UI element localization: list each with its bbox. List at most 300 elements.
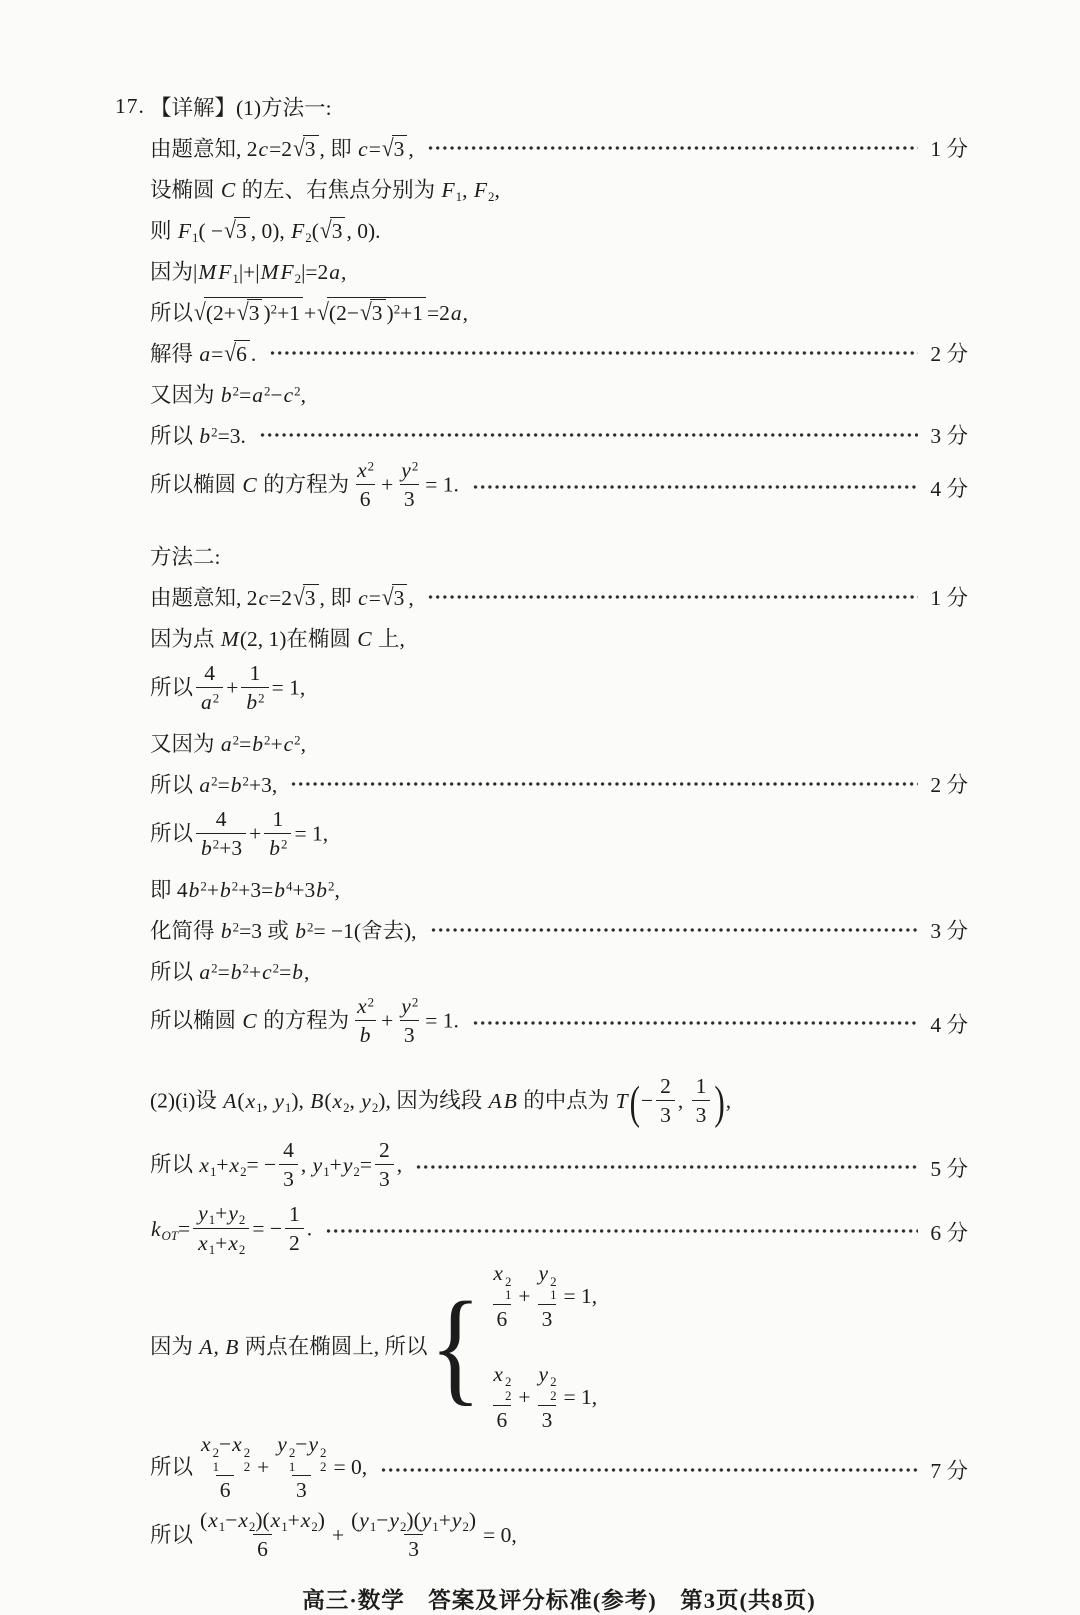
- superscript: 2: [263, 733, 271, 748]
- solution-line: [150, 127, 968, 168]
- superscript: 2: [242, 774, 249, 789]
- math-text: +: [226, 675, 239, 700]
- math-text: +: [518, 1284, 531, 1309]
- math-text: .: [306, 1216, 313, 1241]
- fraction-denominator: [493, 1304, 512, 1332]
- fraction-denominator: [656, 1100, 675, 1128]
- math-var: [198, 960, 217, 985]
- math-var-base: b: [252, 732, 263, 756]
- math-text: 所以椭圆: [150, 472, 242, 497]
- solution-line: [150, 658, 968, 722]
- math-text: +3: [292, 878, 316, 902]
- superscript: 2: [212, 691, 220, 706]
- math-var: [357, 586, 369, 611]
- fraction: [347, 1508, 480, 1562]
- math-text: =: [279, 960, 292, 984]
- math-text: (: [311, 219, 319, 243]
- superscript: 2: [263, 384, 271, 399]
- subsup-stack: [320, 1447, 326, 1474]
- math-text: 所以: [150, 821, 194, 846]
- math-text: 的中点为: [517, 1088, 615, 1113]
- dotted-leader: [416, 1164, 918, 1170]
- superscript: 2: [211, 774, 218, 789]
- math-var: [270, 1508, 288, 1534]
- math-var: [488, 1089, 503, 1114]
- superscript: 2: [411, 995, 419, 1010]
- math-var: [150, 1217, 178, 1243]
- subscript: 1: [432, 1519, 439, 1534]
- math-text: 3: [541, 1306, 553, 1331]
- subscript: 1: [212, 1459, 220, 1474]
- math-text: 3: [403, 487, 415, 511]
- fraction-numerator: [279, 1138, 298, 1164]
- subscript: 1: [218, 1519, 226, 1534]
- subscript: 1: [288, 1459, 296, 1474]
- math-text: (: [237, 1088, 245, 1113]
- math-text: ,: [300, 383, 306, 407]
- math-text: =: [239, 732, 252, 756]
- math-text: 3: [695, 1103, 707, 1127]
- math-var-base: a: [329, 260, 341, 284]
- math-var: [220, 627, 240, 652]
- subscript: 2: [371, 1100, 379, 1115]
- math-text: +: [206, 878, 219, 902]
- math-text: 因为: [150, 1334, 199, 1359]
- subscript: 1: [550, 1288, 557, 1303]
- fraction: [264, 807, 291, 860]
- fraction: [396, 994, 422, 1047]
- math-var-base: x: [357, 458, 367, 483]
- line-content: [150, 540, 220, 571]
- math-var: [230, 773, 249, 798]
- score-mark: 2 分: [930, 342, 968, 366]
- score-mark: 1 分: [930, 586, 968, 610]
- math-var-base: F: [291, 219, 305, 243]
- math-var: [441, 178, 463, 204]
- fraction-numerator: [272, 1432, 330, 1475]
- math-text: 4: [215, 807, 227, 832]
- math-text: 6: [236, 342, 247, 366]
- math-var-base: a: [199, 960, 211, 984]
- math-var: [220, 732, 239, 757]
- line-content: [150, 809, 328, 862]
- math-text: 3: [393, 586, 405, 610]
- math-var-base: b: [188, 878, 200, 902]
- radical-sign-icon: √: [319, 216, 332, 244]
- math-var: [332, 1089, 350, 1115]
- radicand: [303, 584, 319, 611]
- math-text: = 1,: [563, 1284, 598, 1309]
- fraction-numerator: [285, 1202, 304, 1228]
- line-content: [150, 581, 414, 612]
- superscript: 2: [258, 691, 265, 706]
- subsup-stack: [550, 1376, 556, 1403]
- math-text: 则: [150, 219, 177, 243]
- dotted-leader: [291, 781, 918, 787]
- math-text: ,: [341, 260, 347, 284]
- math-var-base: a: [252, 383, 263, 407]
- superscript: 2: [504, 1375, 512, 1390]
- math-text: ,: [349, 1088, 361, 1113]
- math-text: 1: [272, 807, 284, 832]
- math-var-base: y: [277, 1432, 287, 1457]
- math-text: +3=: [238, 878, 274, 902]
- math-var-base: F: [218, 260, 232, 284]
- math-var-base: b: [269, 836, 280, 860]
- math-text: +: [287, 1507, 300, 1532]
- math-var: [492, 1261, 511, 1303]
- math-var: [388, 1508, 406, 1534]
- math-text: +: [438, 1507, 451, 1532]
- sqrt-radical: [317, 297, 426, 326]
- subsup-stack: [244, 1447, 250, 1474]
- radicand: [234, 217, 250, 244]
- math-var: [200, 690, 219, 715]
- math-text: =: [217, 960, 230, 984]
- math-text: (: [324, 1088, 332, 1113]
- math-var-base: M: [260, 260, 279, 284]
- fraction-denominator: [264, 833, 291, 861]
- superscript: 2: [212, 837, 220, 852]
- math-text: 因为点: [150, 627, 220, 651]
- math-var: [451, 1508, 469, 1534]
- math-text: ,: [300, 1152, 312, 1177]
- math-var: [198, 1153, 216, 1179]
- line-content: [150, 378, 306, 409]
- subscript: 1: [323, 1164, 330, 1179]
- fraction-numerator: [656, 1074, 675, 1100]
- math-text: ,: [408, 586, 414, 610]
- fraction: [656, 1074, 675, 1127]
- math-var-base: x: [232, 1432, 242, 1457]
- fraction-numerator: [352, 458, 378, 484]
- sqrt-radical: [224, 217, 250, 244]
- solution-line: [150, 1199, 968, 1263]
- math-var: [283, 383, 301, 408]
- fraction: [196, 1508, 329, 1562]
- math-var: [276, 1432, 295, 1474]
- math-var: [538, 1261, 557, 1303]
- math-text: 3: [408, 1537, 419, 1562]
- math-text: ,: [300, 732, 306, 756]
- math-text: 1: [249, 661, 261, 686]
- fraction-denominator: [356, 484, 375, 512]
- math-var-base: x: [300, 1507, 311, 1532]
- fraction: [193, 1201, 249, 1257]
- math-var-base: y: [401, 994, 411, 1019]
- math-text: 3: [371, 301, 383, 325]
- subscript: 2: [243, 1459, 251, 1474]
- subscript: 2: [319, 1459, 327, 1474]
- math-var: [222, 1089, 237, 1114]
- sqrt-radical: [237, 299, 263, 326]
- subscript: 2: [238, 1242, 246, 1257]
- math-var: [273, 1089, 291, 1115]
- fraction: [352, 458, 378, 511]
- math-text: 由题意知, 2: [150, 586, 258, 610]
- math-var: [200, 1432, 219, 1474]
- math-text: =3 或: [239, 919, 295, 943]
- math-text: 6: [219, 1478, 231, 1503]
- math-var: [241, 473, 257, 498]
- fraction: [279, 1138, 298, 1191]
- math-var-base: A: [199, 1334, 213, 1359]
- score-mark: 4 分: [930, 476, 968, 501]
- math-text: 所以: [150, 773, 199, 797]
- math-var: [229, 1153, 247, 1179]
- subscript: 1: [232, 271, 239, 286]
- dotted-leader: [428, 145, 919, 151]
- fraction-denominator: [400, 1020, 419, 1048]
- solution-line: [150, 804, 968, 868]
- math-text: ,: [462, 178, 473, 202]
- superscript: 2: [393, 302, 401, 317]
- math-text: =: [359, 1152, 372, 1177]
- math-var-base: y: [359, 1507, 369, 1532]
- math-var: [356, 627, 372, 652]
- math-text: 6: [359, 487, 371, 511]
- math-var-base: x: [199, 1152, 209, 1177]
- math-text: 3: [283, 1167, 294, 1191]
- math-text: 3: [403, 1023, 415, 1047]
- fraction-denominator: [375, 1164, 394, 1192]
- superscript: 2: [211, 425, 218, 440]
- dotted-leader: [260, 432, 919, 438]
- math-var-base: b: [246, 690, 258, 714]
- math-var-base: b: [220, 919, 232, 943]
- subscript: 1: [256, 1100, 263, 1115]
- math-text: (: [200, 1507, 208, 1532]
- math-var: [273, 878, 292, 903]
- cases-brace-icon: {: [429, 1277, 482, 1418]
- fraction-numerator: [488, 1362, 515, 1405]
- math-var: [359, 1023, 372, 1048]
- math-var: [224, 1335, 239, 1360]
- math-text: +: [215, 1231, 228, 1255]
- math-var-base: x: [208, 1507, 218, 1532]
- solution-line: [150, 250, 968, 291]
- math-text: = 0,: [333, 1455, 368, 1480]
- superscript: 2: [504, 1274, 512, 1289]
- solution-line: [150, 763, 968, 804]
- math-text: +: [249, 821, 262, 846]
- math-text: 解得: [150, 342, 199, 366]
- fraction-denominator: [404, 1534, 423, 1562]
- dotted-leader: [381, 1467, 918, 1473]
- fraction-numerator: [268, 807, 287, 833]
- math-var: [198, 1335, 213, 1360]
- math-text: +3,: [248, 773, 278, 797]
- math-var-base: y: [389, 1507, 399, 1532]
- math-var: [291, 960, 304, 985]
- subscript: 1: [281, 1519, 288, 1534]
- math-text: 又因为: [150, 383, 220, 407]
- math-var: [197, 1231, 215, 1257]
- sqrt-radical: [224, 340, 250, 367]
- dotted-leader: [473, 1020, 918, 1026]
- line-content: [150, 91, 332, 122]
- score-mark: 3 分: [930, 919, 968, 943]
- math-text: 【详解】(1)方法一:: [150, 96, 332, 120]
- fraction: [692, 1074, 711, 1127]
- subscript: 1: [208, 1242, 216, 1257]
- solution-line: [150, 455, 968, 519]
- math-var-base: b: [316, 878, 328, 902]
- math-text: 所以椭圆: [150, 1008, 242, 1033]
- math-text: 6: [496, 1407, 508, 1432]
- radical-sign-icon: √: [224, 339, 237, 367]
- superscript: 2: [294, 384, 301, 399]
- math-var: [200, 836, 219, 861]
- score-mark: 6 分: [930, 1220, 968, 1245]
- math-var-base: x: [228, 1231, 238, 1255]
- superscript: 2: [411, 459, 419, 474]
- math-var: [400, 458, 418, 483]
- solution-line: [150, 168, 968, 209]
- math-text: ,: [334, 878, 340, 902]
- math-text: 的方程为: [257, 472, 350, 497]
- superscript: 2: [367, 459, 375, 474]
- solution-line: [150, 868, 968, 909]
- dotted-leader: [473, 484, 918, 490]
- math-var: [503, 1089, 518, 1114]
- radicand: [234, 340, 250, 367]
- superscript: 2: [232, 920, 240, 935]
- math-text: 3: [331, 219, 343, 243]
- superscript: 4: [285, 879, 293, 894]
- math-text: 所以: [150, 301, 194, 325]
- solution-line: [115, 86, 968, 127]
- math-text: 6: [257, 1537, 268, 1562]
- math-text: 所以: [150, 424, 199, 448]
- fraction-numerator: [246, 661, 265, 687]
- subscript: 2: [343, 1100, 350, 1115]
- math-var-base: F: [280, 260, 294, 284]
- math-var: [217, 260, 239, 286]
- math-var: [258, 137, 270, 162]
- solution-line: [150, 332, 968, 373]
- radical-sign-icon: √: [292, 134, 305, 162]
- math-var-base: b: [359, 1023, 371, 1047]
- superscript: 2: [319, 1446, 327, 1461]
- math-var-base: B: [503, 1088, 517, 1113]
- subscript: 1: [455, 189, 463, 204]
- subscript: 2: [238, 1213, 246, 1228]
- fraction-numerator: [375, 1138, 394, 1164]
- math-var-base: c: [258, 137, 269, 161]
- math-var: [279, 260, 301, 286]
- math-var-base: x: [357, 994, 367, 1019]
- math-var-base: y: [198, 1201, 208, 1226]
- math-text: = −1(舍去),: [313, 919, 417, 943]
- solution-line: [150, 291, 968, 332]
- math-text: (2+: [205, 301, 236, 325]
- fraction: [352, 994, 378, 1047]
- sqrt-radical: [360, 299, 386, 326]
- fraction-denominator: [692, 1100, 711, 1128]
- math-var-base: c: [258, 586, 269, 610]
- math-text: −: [376, 1507, 389, 1532]
- subsup-stack: [550, 1276, 556, 1303]
- math-text: +: [381, 472, 394, 497]
- line-content: [150, 727, 306, 758]
- subscript: 2: [305, 230, 312, 245]
- math-var: [227, 1201, 245, 1227]
- math-var-base: x: [245, 1088, 256, 1113]
- math-text: )(: [255, 1507, 270, 1532]
- math-text: +: [329, 1152, 342, 1177]
- fraction-numerator: [196, 1508, 329, 1535]
- fraction-denominator: [292, 1475, 311, 1503]
- math-text: 3: [295, 1478, 307, 1503]
- math-text: ),: [291, 1088, 310, 1113]
- fraction-denominator: [538, 1405, 557, 1433]
- math-var: [492, 1362, 511, 1404]
- math-text: 的左、右焦点分别为: [236, 178, 441, 202]
- solution-line: [150, 991, 968, 1055]
- fraction-numerator: [347, 1508, 480, 1535]
- superscript: 2: [232, 384, 240, 399]
- solution-line: [150, 209, 968, 250]
- math-var-base: y: [421, 1507, 432, 1532]
- solution-line: [150, 1135, 968, 1199]
- score-mark: 3 分: [930, 424, 968, 448]
- solution-line: [150, 535, 968, 576]
- radical-sign-icon: √: [292, 583, 305, 611]
- math-var-base: M: [220, 627, 239, 651]
- radicand: [370, 299, 386, 326]
- math-text: ,: [462, 301, 469, 325]
- math-var-base: c: [358, 586, 368, 610]
- math-text: 所以: [150, 675, 194, 700]
- superscript: 2: [550, 1375, 557, 1390]
- math-text: =: [239, 383, 252, 407]
- math-var: [421, 1508, 439, 1534]
- fraction-denominator: [216, 1475, 235, 1503]
- fraction-denominator: [193, 1228, 249, 1257]
- math-text: 所以: [150, 1152, 199, 1177]
- math-text: =: [211, 342, 224, 366]
- math-var-base: b: [201, 836, 212, 860]
- math-var-base: b: [220, 383, 232, 407]
- radicand: [247, 299, 263, 326]
- math-var: [538, 1362, 557, 1404]
- math-var: [197, 1201, 215, 1227]
- math-text: −: [225, 1507, 238, 1532]
- math-var-base: y: [274, 1088, 284, 1113]
- radicand: [330, 217, 346, 244]
- fraction-numerator: [534, 1362, 561, 1405]
- line-content: [150, 1434, 367, 1505]
- line-content: [150, 460, 459, 513]
- dotted-leader: [428, 594, 919, 600]
- fraction-denominator: [279, 1164, 298, 1192]
- radicand: [327, 297, 426, 326]
- superscript: 2: [242, 961, 249, 976]
- solution-line: [150, 1071, 968, 1135]
- superscript: 2: [306, 920, 314, 935]
- math-text: (2, 1)在椭圆: [239, 627, 357, 651]
- solution-line: [150, 1434, 968, 1505]
- line-content: [150, 296, 468, 327]
- fraction: [396, 458, 422, 511]
- math-var: [198, 342, 211, 367]
- math-text: = 1,: [563, 1384, 598, 1409]
- solution-line: [150, 373, 968, 414]
- math-text: ,: [396, 1152, 403, 1177]
- solution-lines: [115, 86, 968, 1569]
- math-var-base: a: [201, 690, 212, 714]
